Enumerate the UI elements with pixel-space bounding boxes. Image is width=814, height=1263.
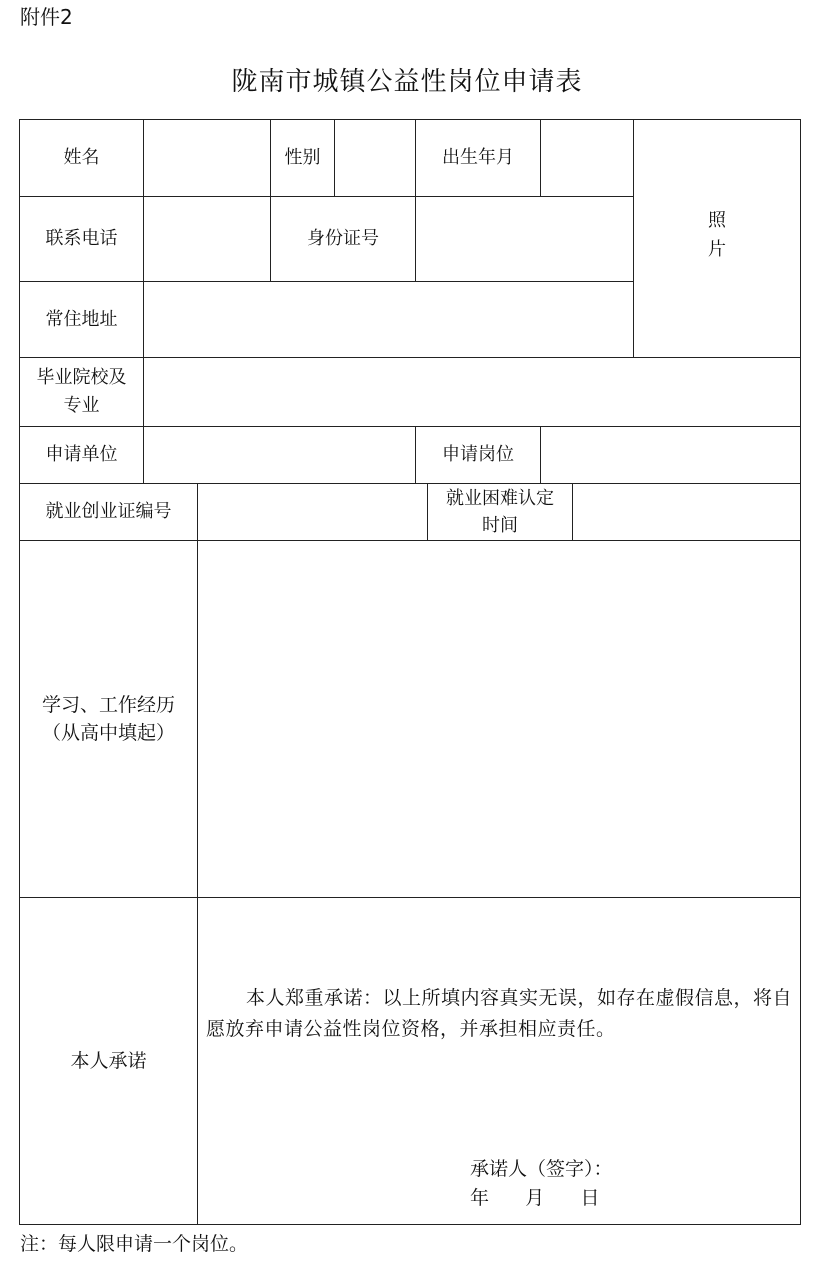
signer-signature-field[interactable]: 承诺人（签字）： <box>470 1158 613 1180</box>
form-title: 陇南市城镇公益性岗位申请表 <box>231 67 583 97</box>
hardship-time-input[interactable] <box>573 484 800 540</box>
hardship-time-label-line2: 时间 <box>482 515 518 536</box>
applying-unit-input[interactable] <box>144 427 415 483</box>
address-label: 常住地址 <box>45 308 118 330</box>
application-form-table <box>19 119 801 1225</box>
id-number-input[interactable] <box>416 197 633 281</box>
phone-input[interactable] <box>144 197 270 281</box>
id-number-label: 身份证号 <box>307 228 379 249</box>
name-input[interactable] <box>144 120 270 196</box>
employment-cert-input[interactable] <box>198 484 427 540</box>
photo-box[interactable] <box>634 120 800 357</box>
hardship-time-label-line1: 就业困难认定 <box>446 488 554 509</box>
gender-input[interactable] <box>335 120 415 196</box>
history-label-line2: （从高中填起） <box>41 722 175 744</box>
history-label <box>20 541 197 897</box>
school-major-label-line1: 毕业院校及 <box>36 367 127 388</box>
applying-post-label: 申请岗位 <box>442 444 514 465</box>
applying-post-input[interactable] <box>541 427 800 483</box>
table-border-right <box>800 119 801 1225</box>
school-major-input[interactable] <box>144 358 800 426</box>
employment-cert-label: 就业创业证编号 <box>45 501 172 522</box>
address-input[interactable] <box>144 282 633 357</box>
photo-label-line1: 照 <box>708 210 726 231</box>
attachment-label: 附件2 <box>20 5 73 29</box>
pledge-date[interactable] <box>470 1184 600 1212</box>
birth-month-label: 出生年月 <box>442 147 514 168</box>
pledge-label: 本人承诺 <box>70 1050 147 1072</box>
history-label-line1: 学习、工作经历 <box>41 694 175 716</box>
photo-label-line2: 片 <box>708 239 726 260</box>
pledge-statement: 本人郑重承诺：以上所填内容真实无误，如存在虚假信息，将自愿放弃申请公益性岗位资格，并承担相应责任。 <box>206 987 793 1040</box>
name-label: 姓名 <box>63 147 100 168</box>
school-major-label <box>20 358 143 426</box>
footer-note: 注：每人限申请一个岗位。 <box>20 1233 249 1255</box>
applying-unit-label: 申请单位 <box>45 444 118 465</box>
phone-label: 联系电话 <box>45 228 118 249</box>
birth-month-input[interactable] <box>541 120 633 196</box>
date-day-label: 日 <box>580 1187 600 1209</box>
history-input[interactable] <box>198 541 800 897</box>
gender-label: 性别 <box>284 147 321 168</box>
date-year-label: 年 <box>470 1187 490 1209</box>
school-major-label-line2: 专业 <box>63 395 100 416</box>
date-month-label: 月 <box>525 1187 545 1209</box>
table-border-bottom <box>19 1224 801 1225</box>
hardship-time-label <box>428 484 572 540</box>
